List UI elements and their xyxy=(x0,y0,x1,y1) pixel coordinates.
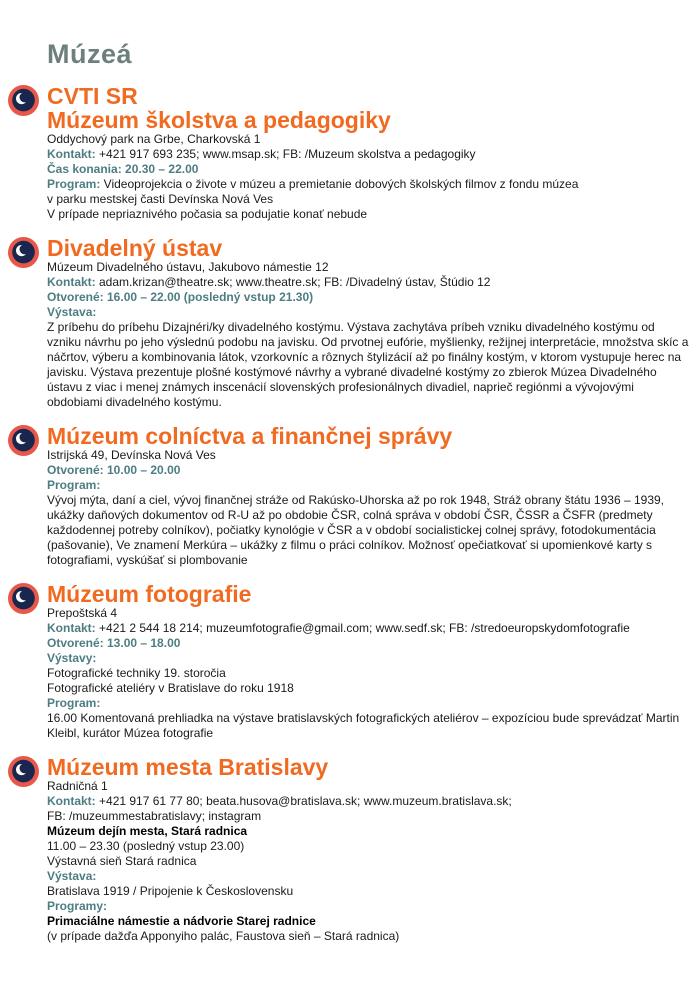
detail-text: 11.00 – 23.30 (posledný vstup 23.00) xyxy=(47,839,245,853)
page-title: Múzeá xyxy=(47,39,133,69)
detail-line xyxy=(47,192,692,207)
field-label: Kontakt: xyxy=(47,621,96,635)
detail-line xyxy=(47,929,692,944)
detail-text: (v prípade dažďa Apponyiho palác, Faustova sieň – Stará radnica) xyxy=(47,929,400,943)
field-label: Kontakt: xyxy=(47,275,96,289)
detail-text: Prepoštská 4 xyxy=(47,606,118,620)
venue-bold-text: Primaciálne námestie a nádvorie Starej radnice xyxy=(47,914,316,928)
detail-line xyxy=(47,275,692,290)
detail-line xyxy=(47,681,692,696)
detail-text: Výstavná sieň Stará radnica xyxy=(47,854,197,868)
detail-text: Bratislava 1919 / Pripojenie k Československu xyxy=(47,884,294,898)
detail-line xyxy=(47,869,692,884)
detail-text: Fotografické techniky 19. storočia xyxy=(47,666,226,680)
crescent-moon-icon xyxy=(8,85,39,116)
crescent-moon-icon xyxy=(8,237,39,268)
detail-line xyxy=(47,884,692,899)
detail-line xyxy=(47,711,692,741)
detail-line xyxy=(47,696,692,711)
venue-bold-text: Múzeum dejín mesta, Stará radnica xyxy=(47,824,248,838)
field-label: Otvorené: 13.00 – 18.00 xyxy=(47,636,181,650)
detail-text: 16.00 Komentovaná prehliadka na výstave bratislavských fotografických ateliérov – expozíciou bude sprevádzať Martin Kleibl, kurátor Múzea fotografie xyxy=(47,711,680,740)
museum-name-line: Divadelný ústav xyxy=(47,235,223,261)
detail-line xyxy=(47,320,692,410)
field-label: Výstava: xyxy=(47,305,97,319)
detail-text: adam.krizan@theatre.sk; www.theatre.sk; FB: /Divadelný ústav, Štúdio 12 xyxy=(95,275,491,289)
museum-name-line: CVTI SR xyxy=(47,83,138,109)
detail-line xyxy=(47,824,692,839)
museum-entry xyxy=(47,84,692,222)
detail-text: Istrijská 49, Devínska Nová Ves xyxy=(47,448,216,462)
museum-name xyxy=(47,755,692,779)
field-label: Otvorené: 10.00 – 20.00 xyxy=(47,463,181,477)
detail-text: Z príbehu do príbehu Dizajnéri/ky divadelného kostýmu. Výstava zachytáva príbeh vzniku divadelného kostýmu od vzniku návrhu po jeho výslednú podobu na javisku. Od prvotnej eufórie, myšlienky, režijnej interpretácie, množstva skíc a náčrtov, výberu a kombinovania látok, vzorkovníc a rôznych štylizácií až po finálny kostým, v ktorom vystupuje herec na javisku. Výstava prezentuje plošné kostýmové návrhy a vybrané divadelné kostýmy zo zbierok Múzea Divadelného ústavu z viac i menej známych inscenácií slovenských profesionálnych divadiel, naprieč regiónmi a vývojovými obdobiami divadelného kostýmu. xyxy=(47,320,689,409)
crescent-moon-icon xyxy=(8,583,39,614)
detail-line xyxy=(47,666,692,681)
detail-line xyxy=(47,854,692,869)
detail-text: +421 2 544 18 214; muzeumfotografie@gmail.com; www.sedf.sk; FB: /stredoeuropskydomfotografie xyxy=(95,621,630,635)
museum-name xyxy=(47,236,692,260)
detail-line xyxy=(47,463,692,478)
detail-text: Fotografické ateliéry v Bratislave do roku 1918 xyxy=(47,681,294,695)
field-label: Program: xyxy=(47,696,101,710)
detail-text: Videoprojekcia o živote v múzeu a premietanie dobových školských filmov z fondu múzea xyxy=(100,177,579,191)
museum-name xyxy=(47,84,692,132)
field-label: Kontakt: xyxy=(47,794,96,808)
museum-entry xyxy=(47,755,692,944)
detail-line xyxy=(47,448,692,463)
museum-name xyxy=(47,582,692,606)
detail-line xyxy=(47,606,692,621)
detail-line xyxy=(47,177,692,192)
detail-line xyxy=(47,290,692,305)
detail-text: FB: /muzeummestabratislavy; instagram xyxy=(47,809,262,823)
field-label: Program: xyxy=(47,177,101,191)
museum-entry xyxy=(47,582,692,741)
field-label: Otvorené: 16.00 – 22.00 (posledný vstup 21.30) xyxy=(47,290,314,304)
field-label: Kontakt: xyxy=(47,147,96,161)
detail-line xyxy=(47,132,692,147)
field-label: Programy: xyxy=(47,899,108,913)
detail-line xyxy=(47,147,692,162)
field-label: Čas konania: 20.30 – 22.00 xyxy=(47,162,199,176)
museum-entry xyxy=(47,236,692,410)
detail-text: V prípade nepriaznivého počasia sa podujatie konať nebude xyxy=(47,207,368,221)
detail-text: +421 917 693 235; www.msap.sk; FB: /Muzeum skolstva a pedagogiky xyxy=(95,147,476,161)
crescent-moon-icon xyxy=(8,756,39,787)
detail-text: +421 917 61 77 80; beata.husova@bratislava.sk; www.muzeum.bratislava.sk; xyxy=(95,794,512,808)
detail-line xyxy=(47,899,692,914)
detail-line xyxy=(47,914,692,929)
detail-line xyxy=(47,493,692,568)
detail-line xyxy=(47,779,692,794)
entries-list xyxy=(47,84,692,944)
field-label: Výstava: xyxy=(47,869,97,883)
detail-text: v parku mestskej časti Devínska Nová Ves xyxy=(47,192,274,206)
field-label: Program: xyxy=(47,478,101,492)
museum-name xyxy=(47,424,692,448)
detail-line xyxy=(47,260,692,275)
detail-line xyxy=(47,636,692,651)
detail-text: Oddychový park na Grbe, Charkovská 1 xyxy=(47,132,261,146)
field-label: Výstavy: xyxy=(47,651,97,665)
detail-line xyxy=(47,478,692,493)
museum-name-line: Múzeum mesta Bratislavy xyxy=(47,754,329,780)
detail-line xyxy=(47,207,692,222)
detail-text: Vývoj mýta, daní a ciel, vývoj finančnej stráže od Rakúsko-Uhorska až po rok 1948, Stráž obrany štátu 1936 – 1939, ukážky daňových dokumentov od R-U až po obdobie ČSR, colná správa v období ČSR, ČSSR a ČSFR (predmety každodennej potreby colníkov), počiatky kynológie v ČSR a v období socialistickej colnej správy, fotodokumentácia (pašovanie), Ve znamení Merkúra – ukážky z filmu o práci colníkov. Možnosť opečiatkovať si upomienkové karty s fotografiami, vyskúšať si plombovanie xyxy=(47,493,664,567)
detail-line xyxy=(47,621,692,636)
detail-line xyxy=(47,651,692,666)
detail-text: Radničná 1 xyxy=(47,779,108,793)
detail-text: Múzeum Divadelného ústavu, Jakubovo námestie 12 xyxy=(47,260,329,274)
museum-name-line: Múzeum školstva a pedagogiky xyxy=(47,107,391,133)
museum-entry xyxy=(47,424,692,568)
detail-line xyxy=(47,305,692,320)
museum-name-line: Múzeum fotografie xyxy=(47,581,252,607)
museum-name-line: Múzeum colníctva a finančnej správy xyxy=(47,423,453,449)
detail-line xyxy=(47,794,692,809)
detail-line xyxy=(47,809,692,824)
detail-line xyxy=(47,839,692,854)
crescent-moon-icon xyxy=(8,425,39,456)
detail-line xyxy=(47,162,692,177)
